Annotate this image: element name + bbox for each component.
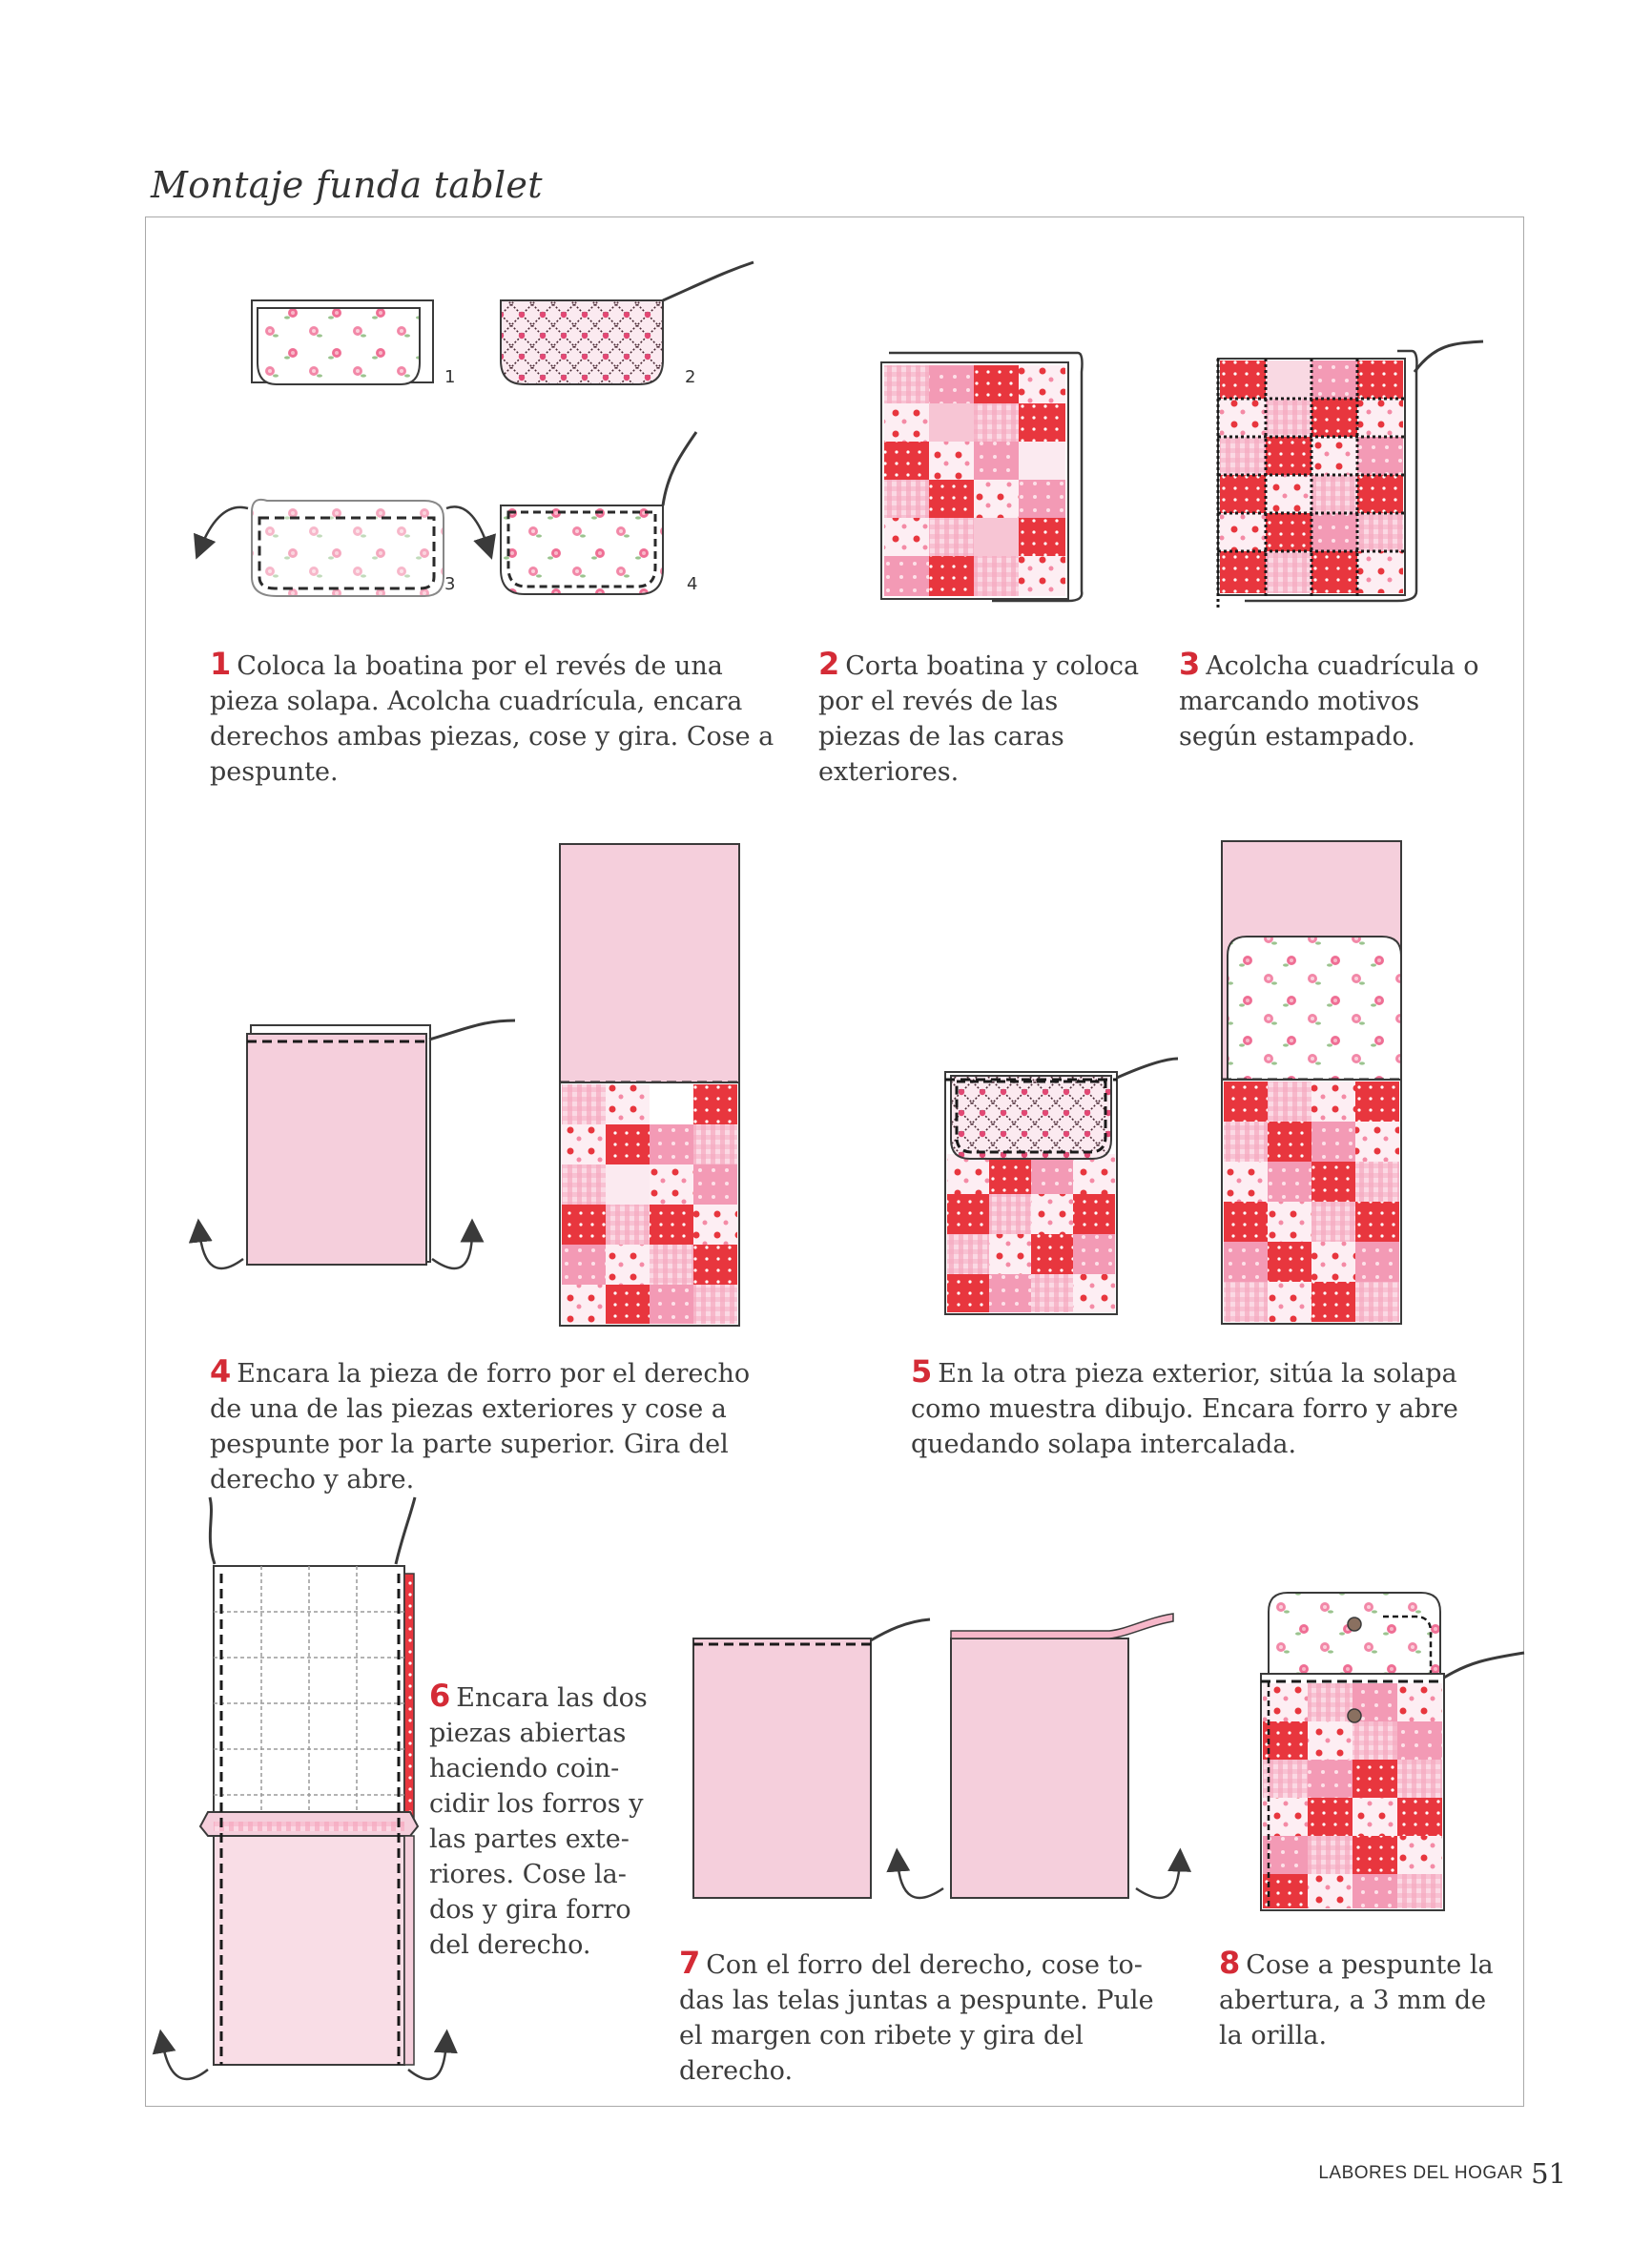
step-6-line-8: del derecho. — [429, 1930, 591, 1960]
step-7-number: 7 — [679, 1945, 701, 1981]
step-1-text — [210, 647, 782, 790]
patchwork-front — [884, 365, 1065, 596]
step-6-line-3: haciendo coin- — [429, 1754, 620, 1783]
step-5-number: 5 — [911, 1353, 933, 1390]
step-3-number: 3 — [1179, 646, 1201, 682]
step7-illustration — [682, 1602, 1197, 1936]
step-6-line-5: las partes exte- — [429, 1824, 630, 1854]
step1-illustration — [238, 262, 734, 615]
step-3-text — [1179, 647, 1484, 754]
step-8-text — [1219, 1946, 1496, 2053]
step-2-number: 2 — [818, 646, 840, 682]
step-4-number: 4 — [210, 1353, 232, 1390]
label-4: 4 — [687, 574, 698, 594]
step4-illustration — [186, 830, 768, 1345]
page-footer — [1318, 2157, 1566, 2190]
step-8-number: 8 — [1219, 1945, 1241, 1981]
page-title: Montaje funda tablet — [151, 164, 543, 206]
lining-piece-b — [898, 1614, 1180, 1898]
step5-illustration — [930, 830, 1426, 1345]
step-6-line-2: piezas abiertas — [429, 1719, 627, 1748]
step-3-body: Acolcha cuadrícula o marcando motivos según estampado. — [1179, 651, 1479, 752]
step-1-number: 1 — [210, 646, 232, 682]
opened-with-flap — [1222, 841, 1401, 1324]
lining-piece-a — [693, 1619, 930, 1898]
step-2-text — [818, 647, 1143, 790]
flap-piece-4 — [501, 432, 696, 594]
flap-piece-2 — [501, 262, 754, 384]
label-3: 3 — [444, 574, 456, 594]
step8-illustration — [1249, 1578, 1536, 1922]
flap-piece-1 — [252, 300, 433, 384]
step-1-body: Coloca la boatina por el revés de una pieza solapa. Acolcha cuadrícula, encara derechos ambas piezas, cose y gira. Cose a pespunte. — [210, 651, 774, 787]
step-6-line-6: riores. Cose la- — [429, 1860, 627, 1889]
step-6-line-4: cidir los forros y — [429, 1789, 644, 1819]
step-6-number: 6 — [429, 1678, 451, 1714]
opened-piece — [560, 844, 739, 1326]
label-2: 2 — [685, 367, 696, 387]
step-7-text — [679, 1946, 1175, 2089]
step6-illustration — [153, 1497, 458, 2098]
step-6-text — [429, 1679, 658, 1963]
step-7-body: Con el forro del derecho, cose to-das las telas juntas a pespunte. Pule el margen con ribete y gira del derecho. — [679, 1950, 1154, 2086]
step-4-body: Encara la pieza de forro por el derecho de una de las piezas exteriores y cose a pespunte por la parte superior. Gira del derecho y abre. — [210, 1359, 751, 1494]
step2-illustration — [868, 343, 1087, 610]
label-1: 1 — [444, 367, 456, 387]
step-4-text — [210, 1354, 782, 1497]
page-number: 51 — [1531, 2157, 1566, 2190]
step-5-body: En la otra pieza exterior, sitúa la solapa como muestra dibujo. Encara forro y abre quedando solapa intercalada. — [911, 1359, 1458, 1459]
step-6-line-1: Encara las dos — [456, 1683, 648, 1713]
magazine-name: LABORES DEL HOGAR — [1318, 2163, 1524, 2183]
step-6-line-7: dos y gira forro — [429, 1895, 631, 1925]
step-2-body: Corta boatina y coloca por el revés de las piezas de las caras exteriores. — [818, 651, 1140, 787]
step-8-body: Cose a pespunte la abertura, a 3 mm de la orilla. — [1219, 1950, 1494, 2050]
step-5-text — [911, 1354, 1474, 1462]
lining-on-front — [199, 1020, 515, 1268]
front-with-flap — [945, 1059, 1178, 1314]
step3-illustration — [1207, 334, 1493, 620]
